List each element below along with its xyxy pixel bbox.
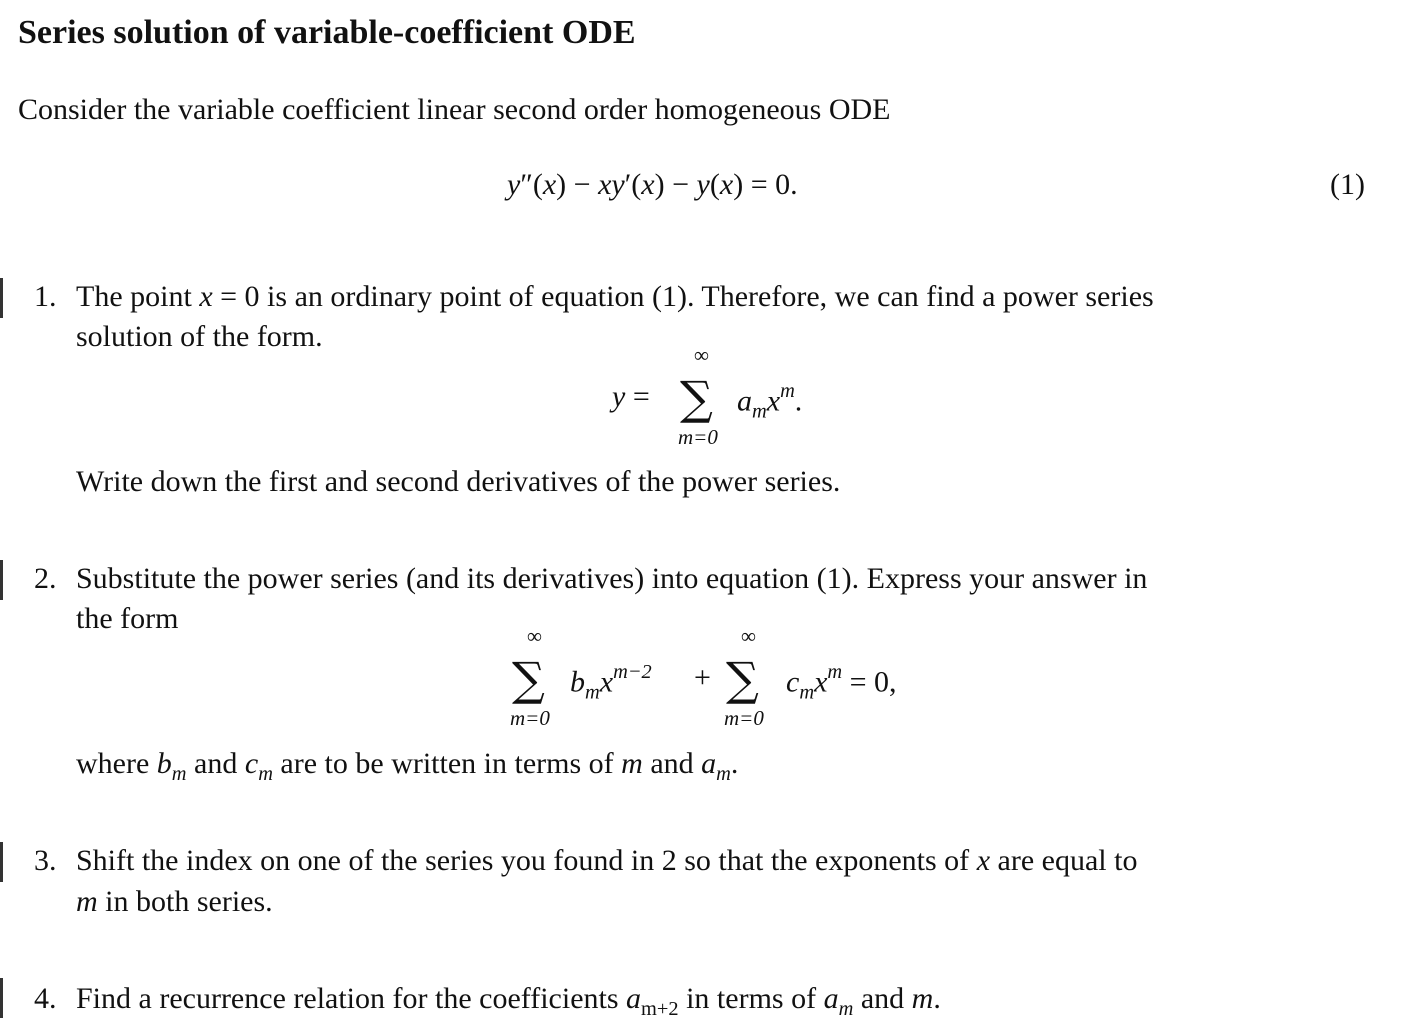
intro-text: Consider the variable coefficient linear second order homogeneous ODE (18, 93, 891, 126)
sigma-b-lower: m=0 (510, 706, 550, 730)
item-2-where: where $b_m$ and $c_m$ are to be written in terms of m and $a_m$. (76, 747, 739, 786)
sigma-symbol: ∑ (680, 371, 713, 425)
item-marker-3 (0, 842, 3, 882)
series-b-term: $b_mx^{m-2}$ (570, 661, 652, 704)
item-4-text: Find a recurrence relation for the coefficients $a_{m+2}$ in terms of $a_m$ and m. (76, 982, 941, 1021)
plus-sign: + (694, 661, 711, 694)
series-lhs: y = (612, 380, 650, 413)
sigma-b-upper: ∞ (527, 624, 542, 648)
item-1-follow: Write down the first and second derivatives of the power series. (76, 465, 841, 498)
item-1-number: 1. (34, 280, 57, 313)
item-3-line-2: m in both series. (76, 885, 273, 918)
sigma-b: ∑ (512, 652, 545, 706)
equation-number: (1) (1330, 168, 1365, 201)
item-marker-4 (0, 978, 3, 1018)
item-1-line-1: The point x = 0 is an ordinary point of equation (1). Therefore, we can find a power series (76, 280, 1154, 313)
sigma-c-upper: ∞ (741, 624, 756, 648)
item-2-line-2: the form (76, 602, 179, 635)
sigma-c: ∑ (726, 652, 759, 706)
series-term: $a_mx^m$. (737, 380, 803, 423)
item-2-number: 2. (34, 562, 57, 595)
item-marker-1 (0, 278, 3, 318)
item-2-line-1: Substitute the power series (and its derivatives) into equation (1). Express your answer in (76, 562, 1148, 595)
item-marker-2 (0, 560, 3, 600)
item-4-number: 4. (34, 982, 57, 1015)
item-3-number: 3. (34, 844, 57, 877)
sigma-upper: ∞ (694, 343, 709, 367)
item-3-line-1: Shift the index on one of the series you found in 2 so that the exponents of x are equal to (76, 844, 1138, 877)
sigma-lower: m=0 (678, 425, 718, 449)
main-equation: y″(x) − xy′(x) − y(x) = 0. (507, 168, 798, 201)
item-1-line-2: solution of the form. (76, 320, 323, 353)
series-c-term: $c_mx^m = 0$, (786, 661, 897, 704)
page-title: Series solution of variable-coefficient ODE (18, 14, 636, 51)
sigma-c-lower: m=0 (724, 706, 764, 730)
